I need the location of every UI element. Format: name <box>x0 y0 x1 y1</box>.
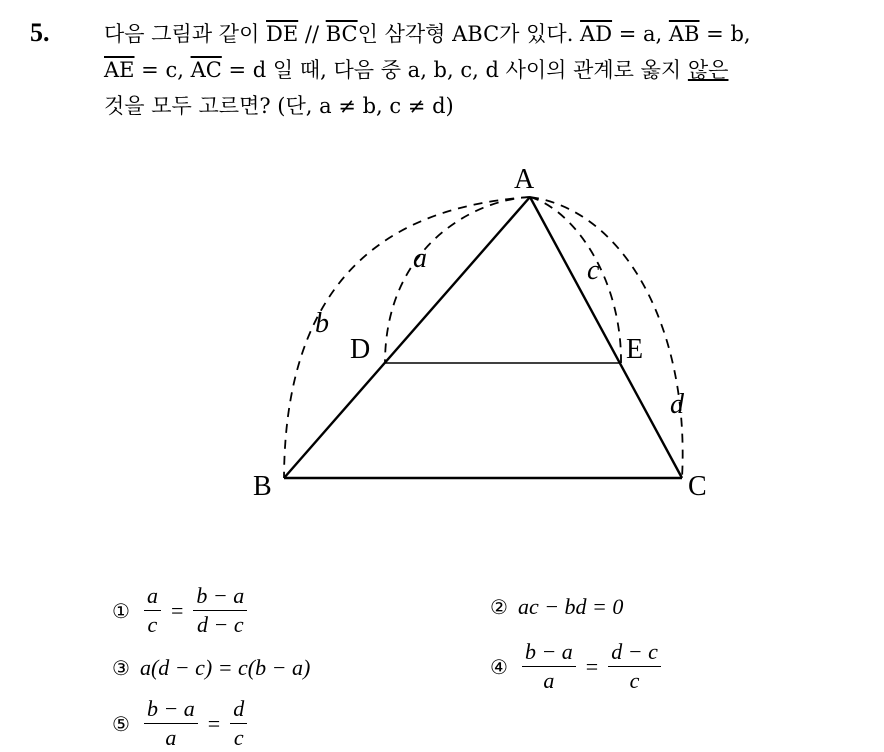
edge-ac <box>530 197 682 478</box>
fraction-left <box>144 584 161 637</box>
segment-ad: $\overline{AD}$ <box>580 22 613 46</box>
option-3[interactable] <box>112 655 310 681</box>
vertex-label-c: C <box>688 471 707 502</box>
fraction-right <box>193 584 247 637</box>
numerator: b − a <box>522 640 576 667</box>
segment-ae: $\overline{AE}$ <box>104 58 135 82</box>
segment-de: $\overline{DE}$ <box>266 22 299 46</box>
option-2[interactable] <box>490 594 623 620</box>
equation-d: = d <box>221 58 267 82</box>
parallel-symbol: // <box>298 22 326 46</box>
question-number: 5. <box>30 18 50 47</box>
numerator: b − a <box>193 584 247 611</box>
equals-sign: = <box>170 597 184 623</box>
text-fragment: 인 삼각형 ABC가 있다. <box>357 22 581 46</box>
fraction-left <box>144 697 198 750</box>
vertex-label-b: B <box>253 471 272 502</box>
vertex-label-d: D <box>350 334 371 365</box>
vertex-label-a: A <box>514 164 535 195</box>
dashed-arcs <box>284 197 683 478</box>
denominator: a <box>543 668 555 693</box>
option-number: ③ <box>112 656 130 680</box>
fraction-right <box>230 697 247 750</box>
option-number: ④ <box>490 654 508 679</box>
segment-ab: $\overline{AB}$ <box>668 22 700 46</box>
denominator: c <box>629 668 640 693</box>
equals-sign: = <box>207 710 221 736</box>
arc-label-d: d <box>670 389 684 420</box>
option-number: ② <box>490 595 508 619</box>
arc-label-a: a <box>413 243 427 274</box>
option-number: ⑤ <box>112 711 130 736</box>
denominator: a <box>165 725 177 750</box>
option-expression: a(d − c) = c(b − a) <box>139 655 311 680</box>
text-fragment: 일 때, 다음 중 a, b, c, d 사이의 관계로 옳지 <box>266 58 688 82</box>
option-expression: ac − bd = 0 <box>517 594 624 619</box>
fraction-right <box>608 640 661 693</box>
arc-label-c: c <box>587 255 600 286</box>
underlined-word: 않은 <box>687 58 729 82</box>
option-4[interactable] <box>490 640 665 693</box>
denominator: d − c <box>196 612 244 637</box>
segment-ac: $\overline{AC}$ <box>190 58 222 82</box>
question-line-3: 것을 모두 고르면? (단, a ≠ b, c ≠ d) <box>104 94 454 118</box>
option-5[interactable] <box>112 697 251 750</box>
denominator: c <box>233 725 244 750</box>
option-number: ① <box>112 598 130 623</box>
numerator: d − c <box>608 640 661 667</box>
option-1[interactable] <box>112 584 251 637</box>
vertex-label-e: E <box>626 334 644 365</box>
segment-bc: $\overline{BC}$ <box>325 22 358 46</box>
equals-sign: = <box>585 653 599 679</box>
equation-b: = b, <box>699 22 751 46</box>
triangle-edges <box>284 197 682 478</box>
arc-label-b: b <box>315 308 329 339</box>
numerator: a <box>144 584 161 611</box>
numerator: d <box>230 697 247 724</box>
text-fragment: 다음 그림과 같이 <box>104 22 267 46</box>
fraction-left <box>522 640 576 693</box>
numerator: b − a <box>144 697 198 724</box>
equation-a: = a, <box>612 22 669 46</box>
denominator: c <box>147 612 158 637</box>
equation-c: = c, <box>134 58 191 82</box>
